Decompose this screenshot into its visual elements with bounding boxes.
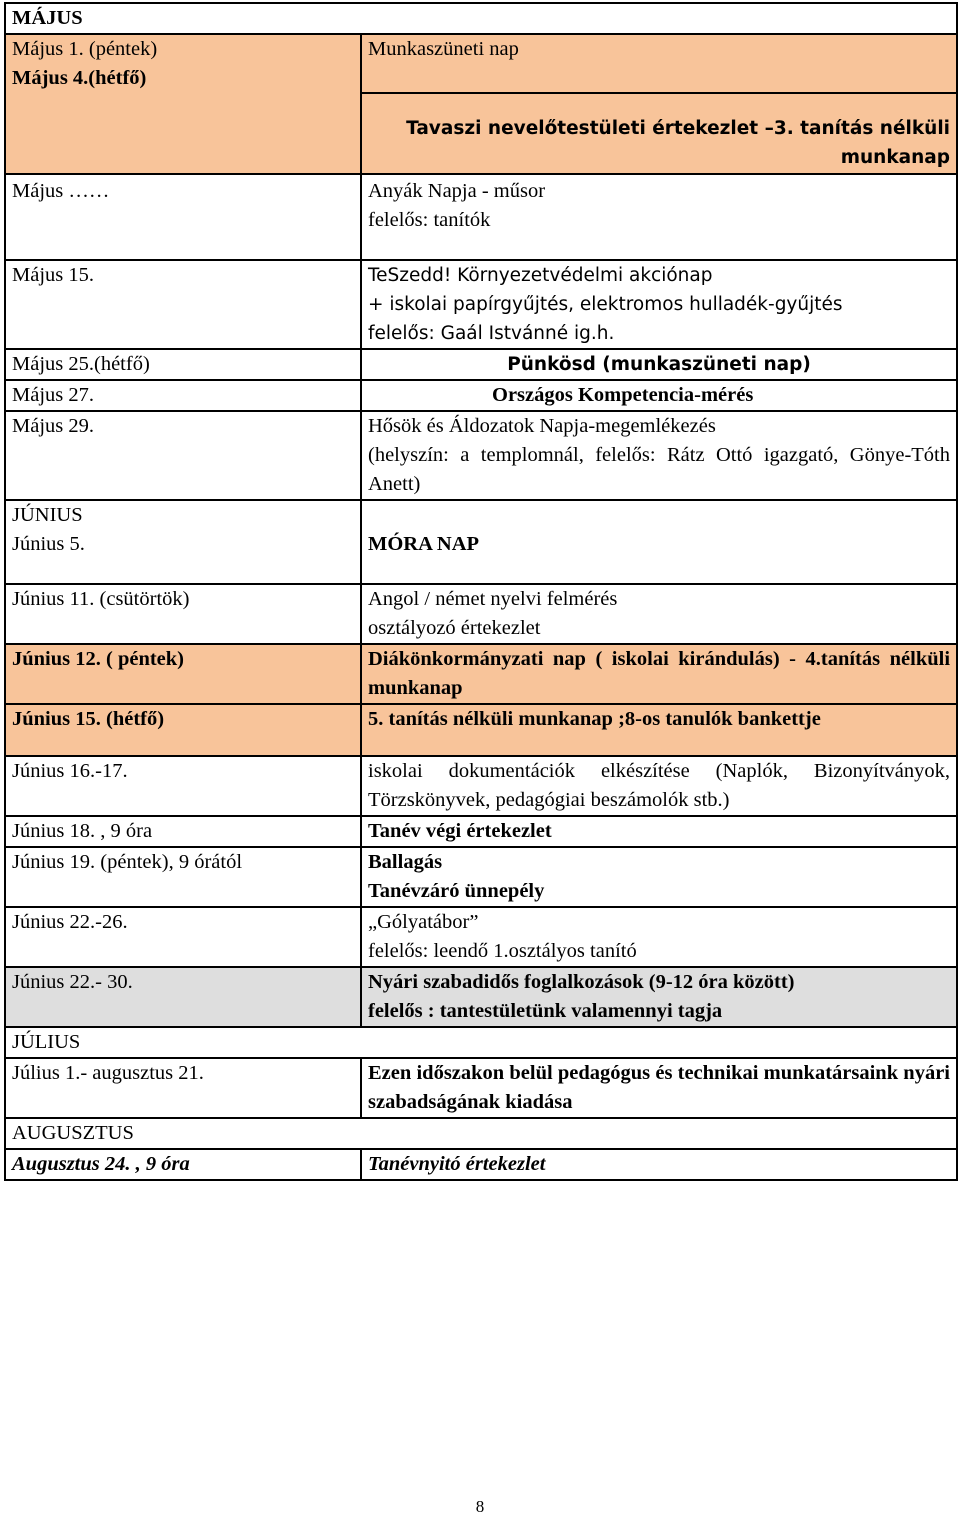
table-row (5, 34, 957, 93)
table-row (5, 174, 957, 260)
table-row (5, 584, 957, 644)
date-cell: Június 15. (hétfő) (5, 704, 361, 756)
date-cell: Május 29. (5, 411, 361, 500)
date-cell: Május 15. (5, 260, 361, 349)
event-cell: Munkaszüneti nap (361, 34, 957, 93)
event-cell: Tavaszi nevelőtestületi értekezlet –3. tanítás nélküli munkanap (361, 93, 957, 174)
table-row (5, 644, 957, 704)
date-cell: JÚNIUS Június 5. (5, 500, 361, 584)
event-cell: Nyári szabadidős foglalkozások (9-12 óra között) felelős : tantestületünk valamennyi tagja (361, 967, 957, 1027)
table-row (5, 907, 957, 967)
schedule-table (4, 2, 958, 1181)
table-row (5, 1058, 957, 1118)
event-cell: Ezen időszakon belül pedagógus és technikai munkatársaink nyári szabadságának kiadása (361, 1058, 957, 1118)
event-cell: 5. tanítás nélküli munkanap ;8-os tanulók bankettje (361, 704, 957, 756)
event-cell: MÓRA NAP (361, 500, 957, 584)
table-row (5, 93, 957, 174)
event-cell: Tanév végi értekezlet (361, 816, 957, 847)
date-cell: Június 18. , 9 óra (5, 816, 361, 847)
table-row (5, 847, 957, 907)
page-number: 8 (475, 1497, 485, 1516)
date-cell (5, 93, 361, 174)
date-cell: Május 27. (5, 380, 361, 411)
table-row (5, 380, 957, 411)
event-cell: Diákönkormányzati nap ( iskolai kirándulás) - 4.tanítás nélküli munkanap (361, 644, 957, 704)
date-cell: Június 12. ( péntek) (5, 644, 361, 704)
table-row (5, 349, 957, 380)
date-cell: Június 11. (csütörtök) (5, 584, 361, 644)
event-cell: Hősök és Áldozatok Napja-megemlékezés (helyszín: a templomnál, felelős: Rátz Ottó igazgató, Gönye-Tóth Anett) (361, 411, 957, 500)
event-cell: „Gólyatábor” felelős: leendő 1.osztályos tanító (361, 907, 957, 967)
table-row (5, 500, 957, 584)
date-cell: Június 22.-26. (5, 907, 361, 967)
table-row (5, 3, 957, 34)
table-row (5, 1027, 957, 1058)
month-heading: MÁJUS (5, 3, 957, 34)
event-cell: Ballagás Tanévzáró ünnepély (361, 847, 957, 907)
event-cell: Anyák Napja - műsor felelős: tanítók (361, 174, 957, 260)
date-cell: Július 1.- augusztus 21. (5, 1058, 361, 1118)
event-cell: TeSzedd! Környezetvédelmi akciónap + iskolai papírgyűjtés, elektromos hulladék-gyűjtés felelős: Gaál Istvánné ig.h. (361, 260, 957, 349)
date-cell: Május …… (5, 174, 361, 260)
table-row (5, 1149, 957, 1180)
date-cell: Június 22.- 30. (5, 967, 361, 1027)
date-cell: Május 1. (péntek) Május 4.(hétfő) (5, 34, 361, 93)
table-row (5, 756, 957, 816)
month-heading: JÚLIUS (5, 1027, 957, 1058)
table-row (5, 967, 957, 1027)
event-cell: Angol / német nyelvi felmérés osztályozó értekezlet (361, 584, 957, 644)
date-cell: Június 19. (péntek), 9 órától (5, 847, 361, 907)
date-cell: Május 25.(hétfő) (5, 349, 361, 380)
event-cell: Országos Kompetencia-mérés (361, 380, 957, 411)
event-cell: iskolai dokumentációk elkészítése (Naplók, Bizonyítványok, Törzskönyvek, pedagógiai beszámolók stb.) (361, 756, 957, 816)
table-row (5, 260, 957, 349)
table-row (5, 1118, 957, 1149)
event-cell: Pünkösd (munkaszüneti nap) (361, 349, 957, 380)
date-cell: Június 16.-17. (5, 756, 361, 816)
date-cell: Augusztus 24. , 9 óra (5, 1149, 361, 1180)
month-heading: AUGUSZTUS (5, 1118, 957, 1149)
event-cell: Tanévnyitó értekezlet (361, 1149, 957, 1180)
table-row (5, 816, 957, 847)
table-row (5, 704, 957, 756)
table-row (5, 411, 957, 500)
